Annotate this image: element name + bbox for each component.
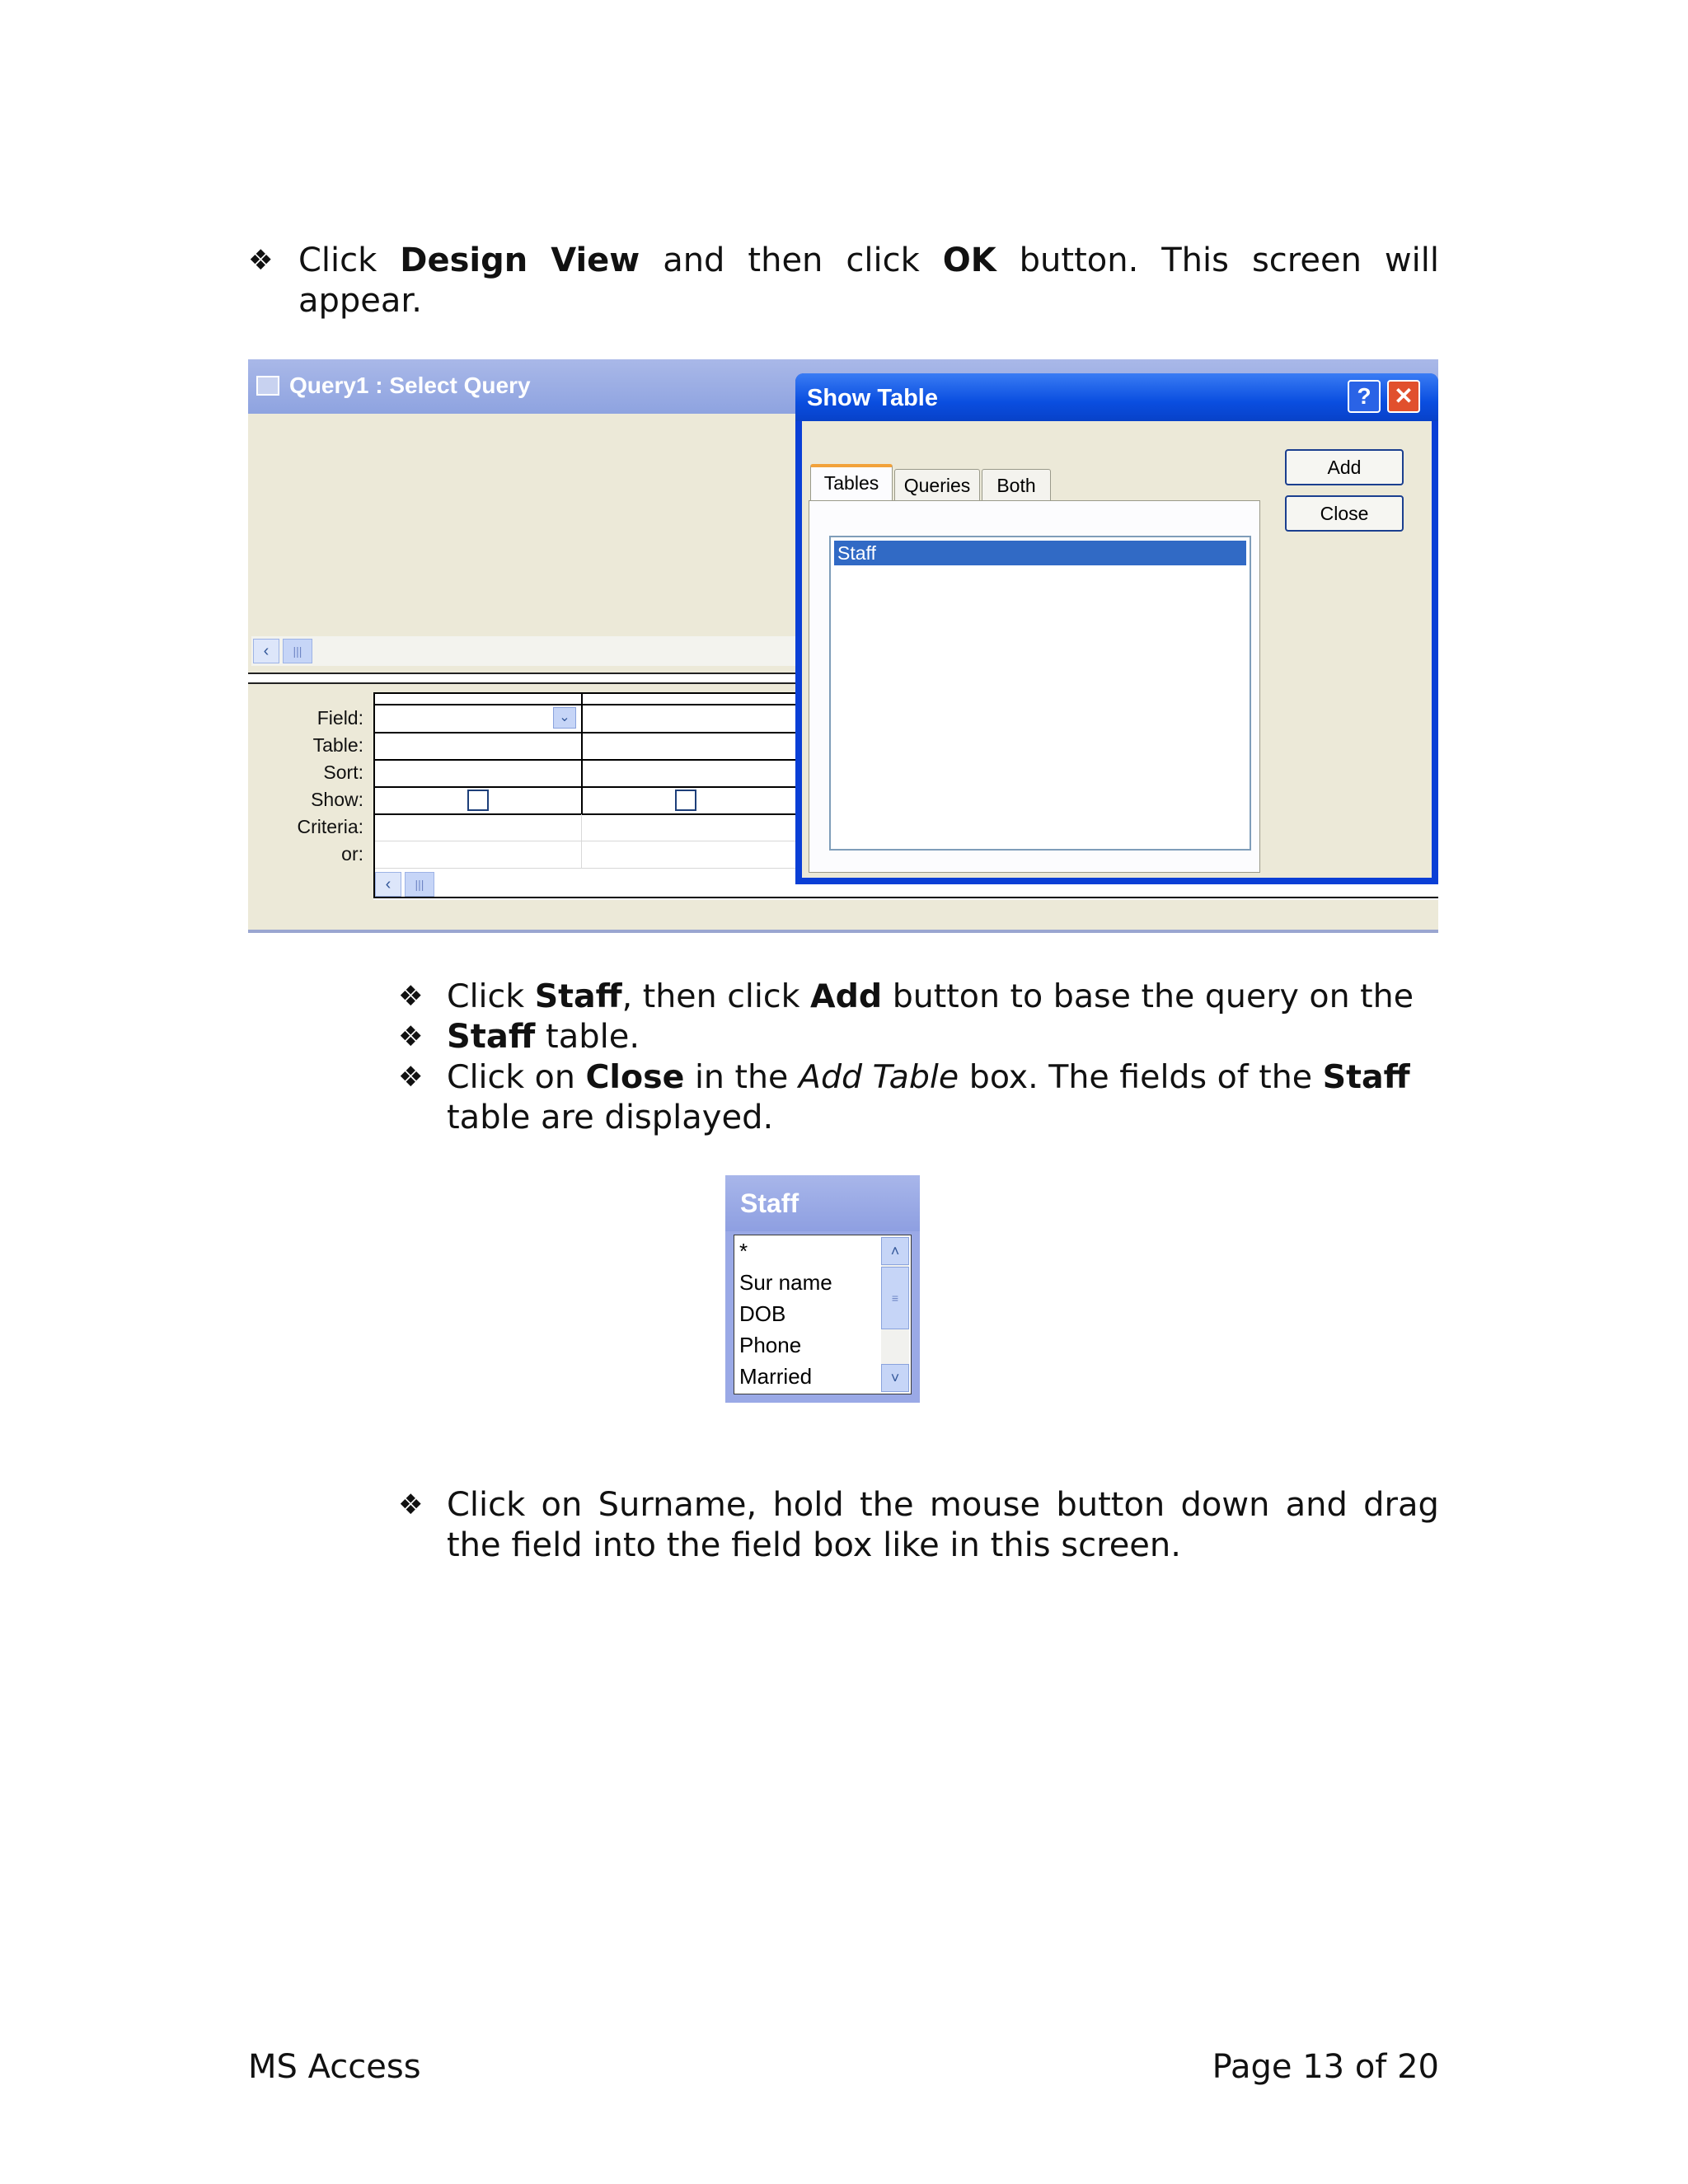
dialog-titlebar <box>795 373 1438 421</box>
word: mouse <box>929 1486 1041 1524</box>
tab-tables[interactable]: Tables <box>810 464 893 502</box>
text: Click <box>447 977 535 1015</box>
text: Staff <box>1322 1058 1410 1096</box>
field-item[interactable]: * <box>739 1239 748 1263</box>
word: screen <box>1251 241 1362 279</box>
step3-line1 <box>447 1485 1439 1526</box>
text: Add <box>810 977 883 1015</box>
word: and <box>1285 1486 1348 1524</box>
word: and <box>663 241 725 279</box>
field-dropdown-arrow-icon[interactable]: ⌄ <box>553 707 576 729</box>
tab-queries[interactable]: Queries <box>894 469 980 502</box>
grid-row-label-criteria: Criteria: <box>297 816 363 837</box>
bullet-icon: ❖ <box>398 1061 424 1094</box>
field-item[interactable]: Phone <box>739 1333 802 1357</box>
word: Surname, <box>598 1486 757 1524</box>
staff-field-list[interactable] <box>734 1235 912 1394</box>
bullet-icon: ❖ <box>398 1488 424 1521</box>
staff-window-title: Staff <box>740 1188 799 1218</box>
field-list-scrollbar[interactable] <box>881 1237 909 1392</box>
grid-row-label-field: Field: <box>316 707 363 729</box>
list-item-staff[interactable]: Staff <box>834 541 1246 565</box>
word: Design <box>400 241 528 279</box>
step1-line2: appear. <box>298 282 422 320</box>
bullet-icon: ❖ <box>398 980 424 1013</box>
footer-left: MS Access <box>248 2048 421 2086</box>
field-item[interactable]: DOB <box>739 1301 786 1326</box>
word: the <box>859 1486 914 1524</box>
step2-bullet3 <box>447 1057 1439 1098</box>
show-checkbox-1[interactable] <box>467 790 489 811</box>
staff-field-list-screenshot <box>725 1175 920 1403</box>
scroll-thumb[interactable]: ≡ <box>881 1267 909 1329</box>
grid-row-label-show: Show: <box>311 789 363 810</box>
close-icon[interactable]: ✕ <box>1387 380 1420 413</box>
text: Staff <box>447 1018 536 1056</box>
scroll-up-icon[interactable]: ˄ <box>881 1237 909 1265</box>
help-icon[interactable]: ? <box>1348 380 1381 413</box>
word: click <box>846 241 920 279</box>
step2-bullet1 <box>447 977 1439 1017</box>
staff-window-titlebar <box>725 1175 920 1231</box>
grid-row-label-sort: Sort: <box>323 762 363 783</box>
tab-panel <box>809 500 1260 873</box>
field-item[interactable]: Married <box>739 1364 813 1389</box>
word: will <box>1384 241 1439 279</box>
word: OK <box>942 241 996 279</box>
dialog-title: Show Table <box>807 385 938 411</box>
word: View <box>551 241 640 279</box>
step1-line1 <box>298 241 1439 281</box>
close-button[interactable]: Close <box>1285 495 1404 532</box>
text: Close <box>585 1058 685 1096</box>
query-designer-screenshot <box>248 359 1438 933</box>
table-list[interactable] <box>829 536 1251 851</box>
grid-row-label-or: or: <box>341 843 363 865</box>
word: drag <box>1363 1486 1439 1524</box>
text: , then click <box>621 977 811 1015</box>
word: This <box>1161 241 1229 279</box>
show-checkbox-2[interactable] <box>675 790 696 811</box>
word: Click <box>447 1486 526 1524</box>
text: Add Table <box>798 1058 959 1096</box>
field-item[interactable]: Sur name <box>739 1270 832 1295</box>
add-button[interactable]: Add <box>1285 449 1404 485</box>
page-number: Page 13 of 20 <box>1212 2048 1439 2086</box>
text: in the <box>684 1058 799 1096</box>
step2-bullet2 <box>447 1017 640 1057</box>
window-bottom-border <box>248 930 1438 933</box>
word: Click <box>298 241 377 279</box>
scroll-thumb[interactable]: ||| <box>283 639 312 663</box>
grid-scroll-thumb[interactable]: ||| <box>405 872 434 897</box>
tab-both[interactable]: Both <box>982 469 1051 502</box>
word: down <box>1180 1486 1270 1524</box>
scroll-down-icon[interactable]: ˅ <box>881 1364 909 1392</box>
text: table. <box>535 1018 640 1056</box>
word: on <box>541 1486 583 1524</box>
text: Click on <box>447 1058 586 1096</box>
bullet-icon: ❖ <box>398 1020 424 1053</box>
bullet-icon: ❖ <box>248 244 274 277</box>
word: button <box>1056 1486 1165 1524</box>
scroll-left-icon[interactable]: ‹ <box>253 639 279 663</box>
query-window-icon <box>256 376 279 396</box>
text: box. The fields of the <box>959 1058 1323 1096</box>
word: hold <box>772 1486 844 1524</box>
step3-line2: the field into the field box like in this screen. <box>447 1526 1181 1564</box>
grid-row-label-table: Table: <box>312 734 363 756</box>
grid-scroll-left-icon[interactable]: ‹ <box>375 872 401 897</box>
step2-bullet3-line2: table are displayed. <box>447 1099 774 1137</box>
show-table-dialog <box>795 373 1438 884</box>
query-window-title: Query1 : Select Query <box>289 373 531 398</box>
word: button. <box>1019 241 1139 279</box>
text: button to base the query on the <box>882 977 1414 1015</box>
text: Staff <box>534 977 622 1015</box>
dialog-body <box>802 421 1432 878</box>
word: then <box>748 241 823 279</box>
